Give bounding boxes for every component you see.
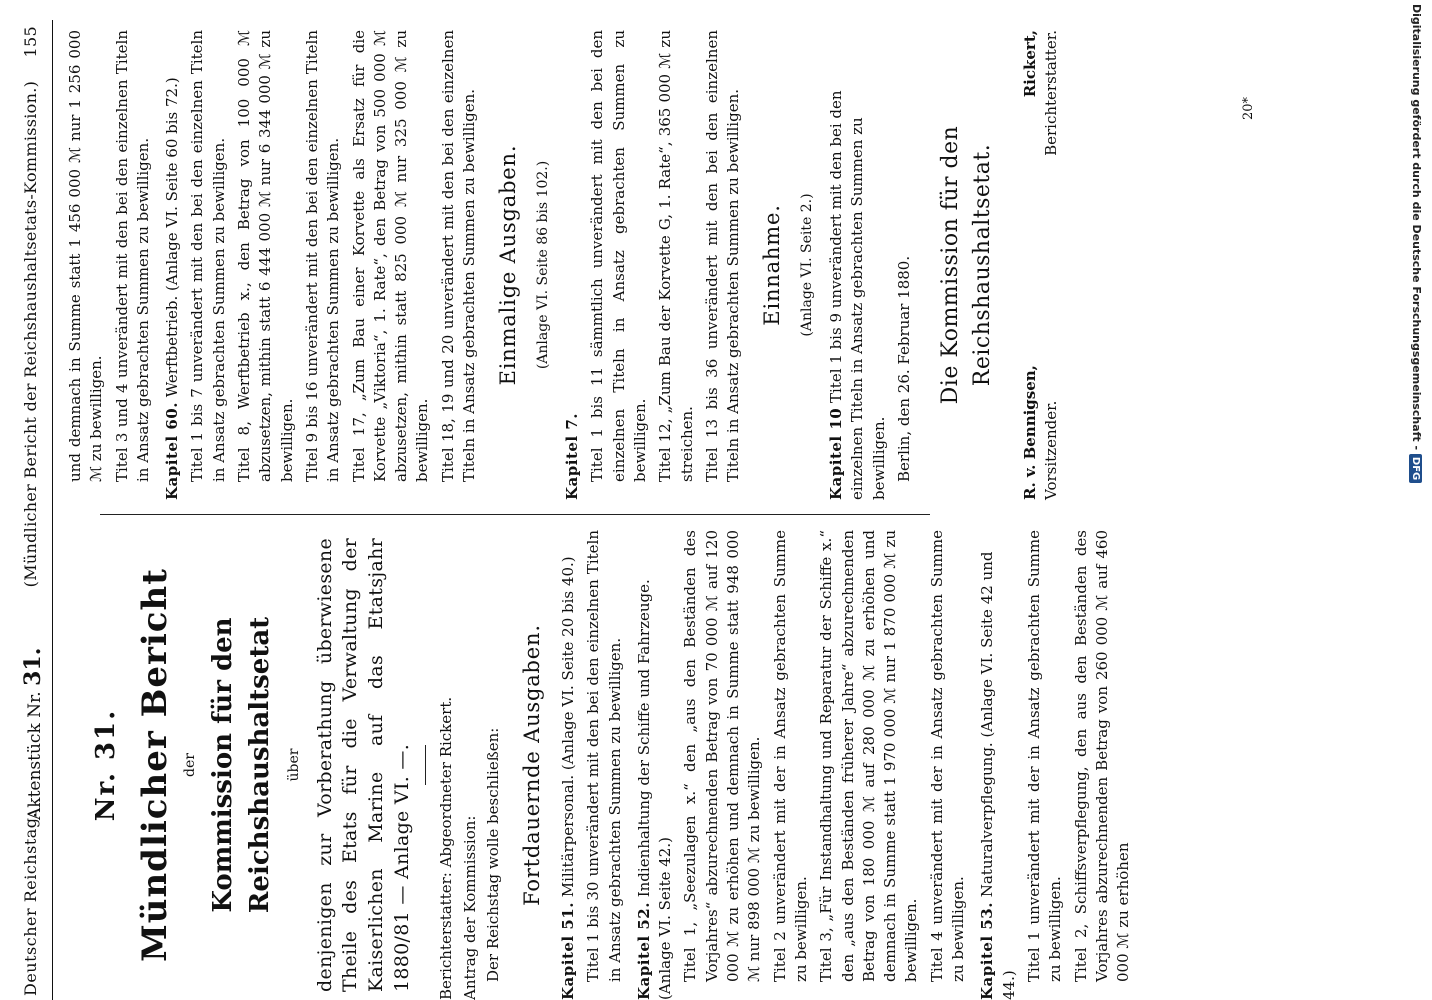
signature-block [1020,30,1063,500]
signature-names [1020,30,1041,500]
page-signature-mark: 20* [1241,96,1256,120]
left-column [62,530,1133,1000]
kapitel-60-text: Werftbetrieb. (Anlage VI. Seite 60 bis 72.) [163,77,182,398]
page-number: 155 [21,26,40,58]
kapitel-7-head: Kapitel 7. [563,413,582,500]
kapitel-7-titel-12: Titel 12, „Zum Bau der Korvette G, 1. Rate“, 365 000 ℳ zu streichen. [656,30,696,482]
kapitel-10-text: Titel 1 bis 9 unverändert mit den bei den einzelnen Titeln in Ansatz gebrachten Summen zu bewilligen. [827,90,888,500]
kapitel-60-titel-8: Titel 8, Werftbetrieb x., den Betrag von 100 000 ℳ abzusetzen, mithin statt 6 444 000 ℳ nur 6 344 000 ℳ zu bewilligen. [235,30,296,482]
kapitel-52-titel-4: Titel 4 unverändert mit der in Ansatz gebrachten Summe zu bewilligen. [927,530,968,982]
header-center [18,648,49,820]
kapitel-53-titel-2: Titel 2, Schiffsverpflegung, den aus den Beständen des Vorjahres abzurechnenden Betrag von 260 000 ℳ auf 460 000 ℳ zu erhöhen [1071,530,1133,982]
kapitel-60-titel-9: Titel 9 bis 16 unverändert mit den bei den einzelnen Titeln in Ansatz gebrachten Summen zu bewilligen. [302,30,343,482]
header-left: Deutscher Reichstag. [21,811,40,996]
header-center-prefix: Aktenstück Nr. [25,691,45,820]
kapitel-51-text: Militärpersonal. (Anlage VI. Seite 20 bis 40.) [559,556,577,898]
kapitel-60-titel-1: Titel 1 bis 7 unverändert mit den bei den einzelnen Titeln in Ansatz gebrachten Summen zu bewilligen. [188,30,228,482]
section-heading-einmalig: Einmalige Ausgaben. [496,144,521,386]
rapporteur-name: Rickert, [1020,30,1039,98]
commission-title: Kommission für den Reichshaushaltsetat [208,616,275,914]
document-title: Mündlicher Bericht [134,568,175,962]
column-divider [100,514,930,515]
chair-name: R. v. Bennigsen, [1020,365,1039,500]
antrag: Antrag der Kommission: [460,815,479,1000]
kapitel-60-titel-18: Titel 18, 19 und 20 unverändert mit den bei den einzelnen Titeln in Ansatz gebrachten Summen zu bewilligen. [438,30,479,482]
kapitel-53 [977,530,1020,1000]
dfg-side-note [1395,4,1425,904]
section-heading-einnahme: Einnahme. [760,204,785,326]
rapporteur-role: Berichterstatter. [1042,30,1061,156]
document-sheet [10,20,1410,1000]
kapitel-52 [634,530,677,1000]
section-einmalig-sub: (Anlage VI. Seite 86 bis 102.) [535,160,552,370]
subject-text: denjenigen zur Vorberathung überwiesene Theile des Etats für die Verwaltung der Kaiserlichen Marine auf das Etatsjahr 1880/81 — Anlage VI. —. [313,538,413,992]
berichterstatter: Berichterstatter: Abgeordneter Rickert. [437,696,456,1000]
kapitel-52-titel-2: Titel 2 unverändert mit der in Ansatz gebrachten Summe zu bewilligen. [770,530,810,982]
kapitel-51 [558,530,579,1000]
dfg-note-text: Digitalisierung gefördert durch die Deutsche Forschungsgemeinschaft - [1410,4,1423,451]
kapitel-60-head: Kapitel 60. [163,402,182,500]
kapitel-53-titel-1: Titel 1 unverändert mit der in Ansatz gebrachten Summe zu bewilligen. [1024,530,1065,982]
document-number: Nr. 31. [91,708,121,822]
kapitel-60 [162,30,183,500]
continuation-1: und demnach in Summe statt 1 456 000 ℳ nur 1 256 000 ℳ zu bewilligen. [66,30,106,482]
header-center-number: 31. [20,647,46,686]
kapitel-7 [562,30,583,500]
kapitel-52-text: Indienhaltung der Schiffe und Fahrzeuge. (Anlage VI. Seite 42.) [634,579,675,1000]
kapitel-51-head: Kapitel 51. [559,902,577,1000]
beschluss: Der Reichstag wolle beschließen: [483,727,502,982]
kapitel-53-head: Kapitel 53. [978,902,997,1000]
kapitel-53-text: Naturalverpflegung. (Anlage VI. Seite 42 und 44.) [978,551,1018,1000]
date-line: Berlin, den 26. Februar 1880. [894,255,913,482]
short-rule [425,745,426,785]
kapitel-51-titel: Titel 1 bis 30 unverändert mit den bei den einzelnen Titeln in Ansatz gebrachten Summen zu bewilligen. [584,530,624,982]
right-column [62,30,1061,500]
title-ueber: über [285,748,302,782]
header-right [20,26,43,587]
commission-signature-title: Die Kommission für den Reichshaushaltsetat. [938,125,995,405]
kapitel-7-titel-1: Titel 1 bis 11 sämmtlich unverändert mit den bei den einzelnen Titeln in Ansatz gebrachten Summen zu bewilligen. [588,30,649,482]
title-der: der [182,753,199,777]
header-right-text: (Mündlicher Bericht der Reichshaushaltsetats-Kommission.) [21,80,40,588]
continuation-2: Titel 3 und 4 unverändert mit den bei den einzelnen Titeln in Ansatz gebrachten Summen zu bewilligen. [112,30,152,482]
section-einnahme-sub: (Anlage VI. Seite 2.) [799,193,816,337]
kapitel-52-titel-1: Titel 1, „Seezulagen x.“ den „aus den Beständen des Vorjahres“ abzurechnenden Betrag von 70 000 ℳ auf 120 000 ℳ zu erhöhen und demnach in Summe statt 948 000 ℳ nur 898 000 ℳ zu bewilligen. [681,530,764,982]
kapitel-10 [826,30,890,500]
dfg-logo: DFG [1409,454,1422,483]
kapitel-60-titel-17: Titel 17, „Zum Bau einer Korvette als Ersatz für die Korvette „Viktoria“, 1. Rate“, den Betrag von 500 000 ℳ abzusetzen, mithin statt 825 000 ℳ nur 325 000 ℳ zu bewilligen. [349,30,432,482]
kapitel-10-head: Kapitel 10 [827,407,846,500]
signature-roles [1041,30,1062,500]
dfg-note-text-wrap [1409,4,1423,489]
kapitel-7-titel-13: Titel 13 bis 36 unverändert mit den bei den einzelnen Titeln in Ansatz gebrachten Summen zu bewilligen. [702,30,743,482]
kapitel-52-titel-3: Titel 3, „Für Instandhaltung und Reparatur der Schiffe x.“ den „aus den Beständen früherer Jahre“ abzurechnenden Betrag von 180 000 ℳ auf 280 000 ℳ zu erhöhen und demnach in Summe statt 1 970 000 ℳ nur 1 870 000 ℳ zu bewilligen. [817,530,921,982]
chair-role: Vorsitzender. [1042,400,1061,500]
section-heading-fortdauernd: Fortdauernde Ausgaben. [520,624,545,906]
running-header [10,20,53,1000]
kapitel-52-head: Kapitel 52. [634,902,653,1000]
